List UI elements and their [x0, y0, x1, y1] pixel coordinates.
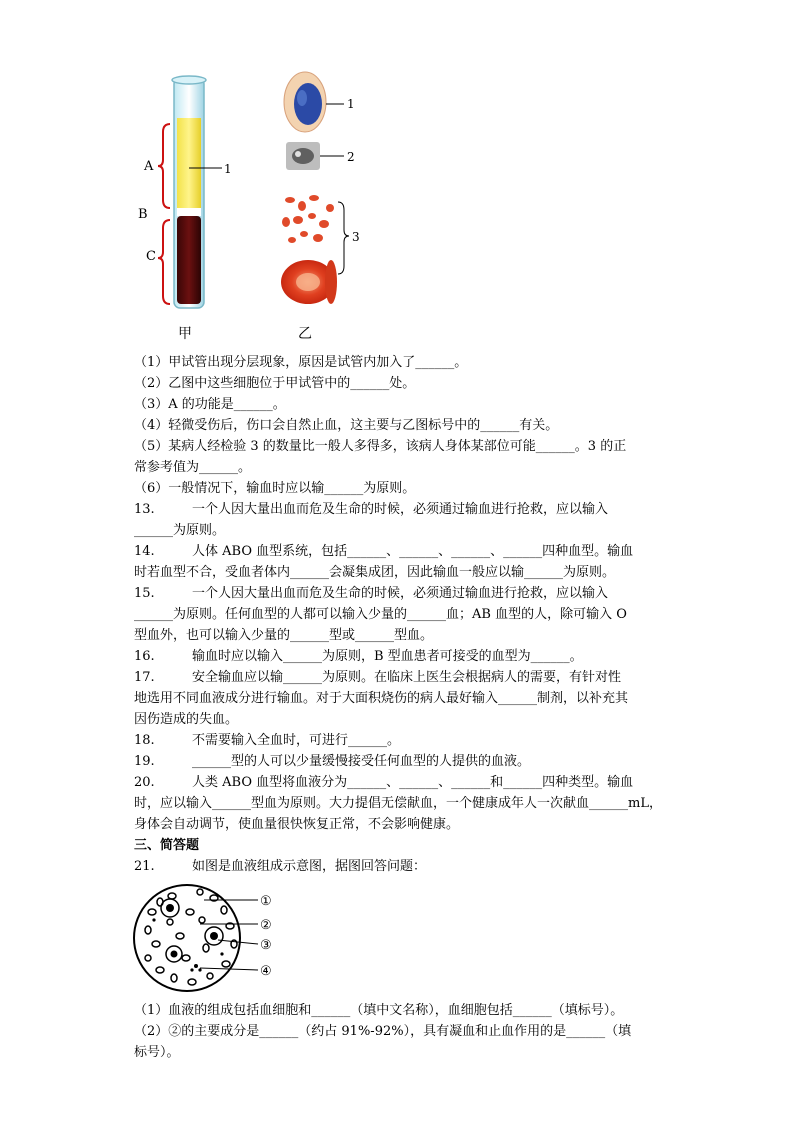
q21-item-2b: 标号）。 [134, 1045, 180, 1060]
q12-item-6: （6）一般情况下，输血时应以输______为原则。 [134, 481, 416, 496]
q21-number: 21. [134, 859, 155, 874]
q18-number: 18. [134, 733, 155, 748]
q20-line-3: 身体会自动调节，使血量很快恢复正常，不会影响健康。 [134, 817, 460, 832]
white-blood-cell [284, 72, 344, 132]
buffy-coat-layer [177, 208, 201, 216]
q17-line-2: 地选用不同血液成分进行输血。对于大面积烧伤的病人最好输入______制剂，以补充其 [134, 691, 629, 706]
q19-line-1 [134, 751, 530, 772]
q21-item-2a: （2）②的主要成分是______（约占 91%-92%），具有凝血和止血作用的是______（填 [134, 1024, 632, 1039]
q15-number: 15. [134, 586, 155, 601]
q16-number: 16. [134, 649, 155, 664]
q14-line-1 [134, 541, 633, 562]
smear-label-4: ④ [260, 964, 272, 979]
q21-text: 如图是血液组成示意图，据图回答问题： [192, 859, 427, 874]
q21-item-1: （1）血液的组成包括血细胞和______（填中文名称），血细胞包括______（填标号）。 [134, 1003, 624, 1018]
q13-line-1 [134, 499, 608, 520]
q13-line-2: ______为原则。 [134, 523, 226, 538]
label-B: B [138, 207, 148, 222]
q14-line-2: 时若血型不合，受血者体内______会凝集成团，因此输血一般应以输______为原则。 [134, 565, 616, 580]
caption-jia: 甲 [178, 326, 192, 342]
q14-text: 人体 ABO 血型系统，包括______、______、______、______四种血型。输血 [192, 544, 634, 559]
cell-label-1: 1 [347, 97, 355, 111]
q20-line-2: 时，应以输入______型血为原则。大力提倡无偿献血，一个健康成年人一次献血______mL， [134, 796, 662, 811]
q15-line-1 [134, 583, 608, 604]
caption-yi: 乙 [298, 326, 312, 342]
q20-text: 人类 ABO 血型将血液分为______、______、______和______四种类型。输血 [192, 775, 634, 790]
q12-item-2: （2）乙图中这些细胞位于甲试管中的______处。 [134, 376, 416, 391]
q20-line-1 [134, 772, 633, 793]
q16-line-1 [134, 646, 583, 667]
q18-text: 不需要输入全血时，可进行______。 [192, 733, 401, 748]
blood-figure-top [130, 70, 390, 350]
platelet [286, 142, 344, 170]
q21-line-1 [134, 856, 426, 877]
q17-line-1 [134, 667, 621, 688]
q15-text: 一个人因大量出血而危及生命的时候，必须通过输血进行抢救，应以输入 [192, 586, 609, 601]
smear-label-1: ① [260, 894, 272, 909]
q12-item-5b: 常参考值为______。 [134, 460, 252, 475]
q13-number: 13. [134, 502, 155, 517]
red-blood-cells [281, 195, 349, 304]
section-heading: 三、简答题 [134, 838, 200, 853]
cell-label-2: 2 [347, 150, 355, 164]
q15-line-3: 型血外，也可以输入少量的______型或______型血。 [134, 628, 434, 643]
blood-smear-figure [130, 878, 290, 998]
q18-line-1 [134, 730, 400, 751]
plasma-layer [177, 118, 201, 210]
q17-line-3: 因伤造成的失血。 [134, 712, 239, 727]
red-cell-layer [177, 216, 201, 304]
q12-item-1: （1）甲试管出现分层现象，原因是试管内加入了______。 [134, 355, 468, 370]
q19-number: 19. [134, 754, 155, 769]
tube-label-1: 1 [224, 162, 232, 176]
test-tube [172, 76, 222, 308]
q17-number: 17. [134, 670, 155, 685]
q12-item-3: （3）A 的功能是______。 [134, 397, 286, 412]
label-C: C [146, 249, 156, 264]
q12-item-4: （4）轻微受伤后，伤口会自然止血，这主要与乙图标号中的______有关。 [134, 418, 559, 433]
smear-label-3: ③ [260, 938, 272, 953]
cell-label-3: 3 [352, 230, 360, 244]
q17-text: 安全输血应以输______为原则。在临床上医生会根据病人的需要，有针对性 [192, 670, 622, 685]
q19-text: ______型的人可以少量缓慢接受任何血型的人提供的血液。 [192, 754, 531, 769]
smear-label-2: ② [260, 918, 272, 933]
q20-number: 20. [134, 775, 155, 790]
label-A: A [144, 159, 154, 174]
q14-number: 14. [134, 544, 155, 559]
q16-text: 输血时应以输入______为原则，B 型血患者可接受的血型为______。 [192, 649, 583, 664]
q15-line-2: ______为原则。任何血型的人都可以输入少量的______血；AB 血型的人，除可输入 O [134, 607, 627, 622]
q12-item-5a: （5）某病人经检验 3 的数量比一般人多得多，该病人身体某部位可能______。3 的正 [134, 439, 627, 454]
q13-text: 一个人因大量出血而危及生命的时候，必须通过输血进行抢救，应以输入 [192, 502, 609, 517]
